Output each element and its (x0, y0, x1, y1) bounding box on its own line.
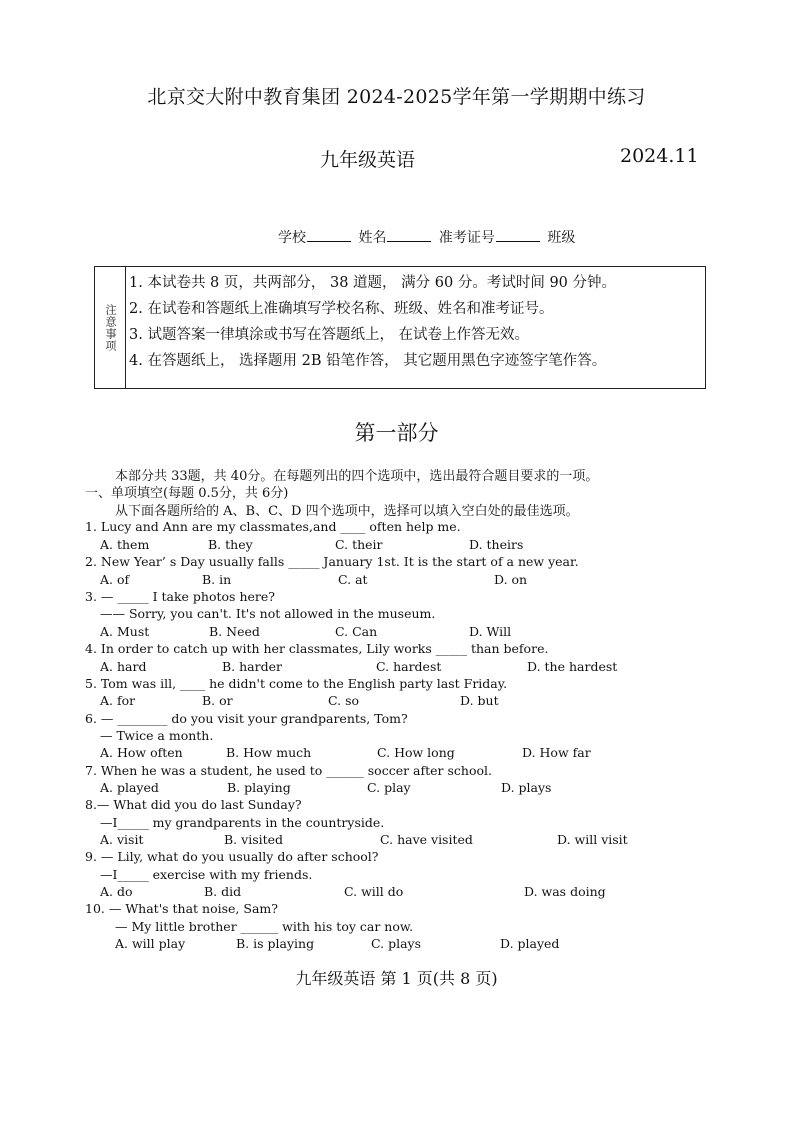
question-line: —I_____ exercise with my friends. (100, 867, 313, 882)
option: D. theirs (469, 537, 524, 552)
question-stem: 7. When he was a student, he used to ______ soccer after school. (85, 763, 492, 778)
question-stem: 5. Tom was ill, ____ he didn't come to the English party last Friday. (85, 676, 508, 691)
option: A. will play (115, 936, 186, 951)
question-stem: 4. In order to catch up with her classmates, Lily works _____ than before. (85, 641, 549, 656)
option: B. harder (222, 659, 282, 674)
option: D. will visit (557, 832, 628, 847)
option: A. How often (100, 745, 183, 760)
question-line: — Twice a month. (100, 728, 214, 743)
option: A. hard (100, 659, 147, 674)
option: D. but (460, 693, 499, 708)
option: D. plays (501, 780, 552, 795)
question-line: — My little brother ______ with his toy car now. (115, 919, 414, 934)
student-info-line (278, 227, 575, 247)
option: A. do (100, 884, 133, 899)
option: B. is playing (236, 936, 315, 951)
notice-item: 4. 在答题纸上， 选择题用 2B 铅笔作答， 其它题用黑色字迹签字笔作答。 (129, 353, 607, 369)
exam-no-blank (496, 229, 540, 242)
exam-no-label: 准考证号 (438, 230, 495, 246)
school-label: 学校 (278, 230, 306, 246)
name-label: 姓名 (358, 230, 387, 246)
question-stem: 6. — ________ do you visit your grandparents, Tom? (85, 711, 408, 726)
option: D. the hardest (527, 659, 618, 674)
option: C. at (338, 572, 368, 587)
option: A. of (100, 572, 130, 587)
option: A. visit (100, 832, 144, 847)
option: A. played (100, 780, 159, 795)
school-blank (307, 229, 351, 242)
notice-label: 注意事项 (104, 303, 117, 352)
name-blank (387, 229, 431, 242)
option: D. played (500, 936, 560, 951)
option: A. for (100, 693, 136, 708)
question-line: —I_____ my grandparents in the countryside. (100, 815, 385, 830)
question-stem: 8.— What did you do last Sunday? (85, 797, 302, 812)
notice-item: 2. 在试卷和答题纸上准确填写学校名称、班级、姓名和准考证号。 (129, 301, 554, 317)
question-stem: 9. — Lily, what do you usually do after school? (85, 849, 379, 864)
exam-title: 北京交大附中教育集团 2024-2025学年第一学期期中练习 (147, 86, 646, 108)
notice-label-cell (95, 267, 126, 388)
question-stem: 2. New Year’ s Day usually falls _____ January 1st. It is the start of a new year. (85, 554, 579, 569)
notice-items (129, 270, 616, 374)
option: C. hardest (376, 659, 442, 674)
option: D. was doing (524, 884, 606, 899)
exam-subject: 九年级英语 (320, 149, 416, 171)
option: B. in (202, 572, 232, 587)
option: A. Must (100, 624, 150, 639)
option: C. plays (371, 936, 421, 951)
option: C. so (328, 693, 360, 708)
section-title: 一、单项填空(每题 0.5分，共 6分) (85, 486, 289, 501)
question-line: —— Sorry, you can't. It's not allowed in the museum. (100, 606, 436, 621)
option: D. Will (469, 624, 512, 639)
option: B. did (204, 884, 242, 899)
option: B. visited (224, 832, 284, 847)
option: C. How long (377, 745, 455, 760)
notice-box (94, 266, 706, 389)
option: B. playing (227, 780, 291, 795)
exam-date: 2024.11 (620, 145, 699, 167)
option: C. have visited (380, 832, 473, 847)
option: C. play (367, 780, 411, 795)
question-stem: 1. Lucy and Ann are my classmates,and ____ often help me. (85, 519, 461, 534)
option: C. will do (344, 884, 404, 899)
part-intro: 本部分共 33题，共 40分。在每题列出的四个选项中，选出最符合题目要求的一项。 (115, 469, 599, 484)
option: B. Need (209, 624, 260, 639)
option: B. they (208, 537, 253, 552)
option: D. on (494, 572, 528, 587)
option: C. their (335, 537, 383, 552)
part-title: 第一部分 (354, 421, 439, 445)
option: B. How much (226, 745, 312, 760)
option: D. How far (522, 745, 591, 760)
option: B. or (202, 693, 233, 708)
page-footer: 九年级英语 第 1 页(共 8 页) (295, 969, 498, 988)
question-stem: 3. — _____ I take photos here? (85, 589, 275, 604)
section-instruction: 从下面各题所给的 A、B、C、D 四个选项中，选择可以填入空白处的最佳选项。 (115, 504, 579, 519)
notice-item: 3. 试题答案一律填涂或书写在答题纸上， 在试卷上作答无效。 (129, 327, 530, 343)
notice-item: 1. 本试卷共 8 页，共两部分， 38 道题， 满分 60 分。考试时间 90 分钟。 (129, 275, 617, 291)
question-stem: 10. — What's that noise, Sam? (85, 901, 278, 916)
option: A. them (100, 537, 150, 552)
class-label: 班级 (547, 230, 576, 246)
option: C. Can (335, 624, 378, 639)
